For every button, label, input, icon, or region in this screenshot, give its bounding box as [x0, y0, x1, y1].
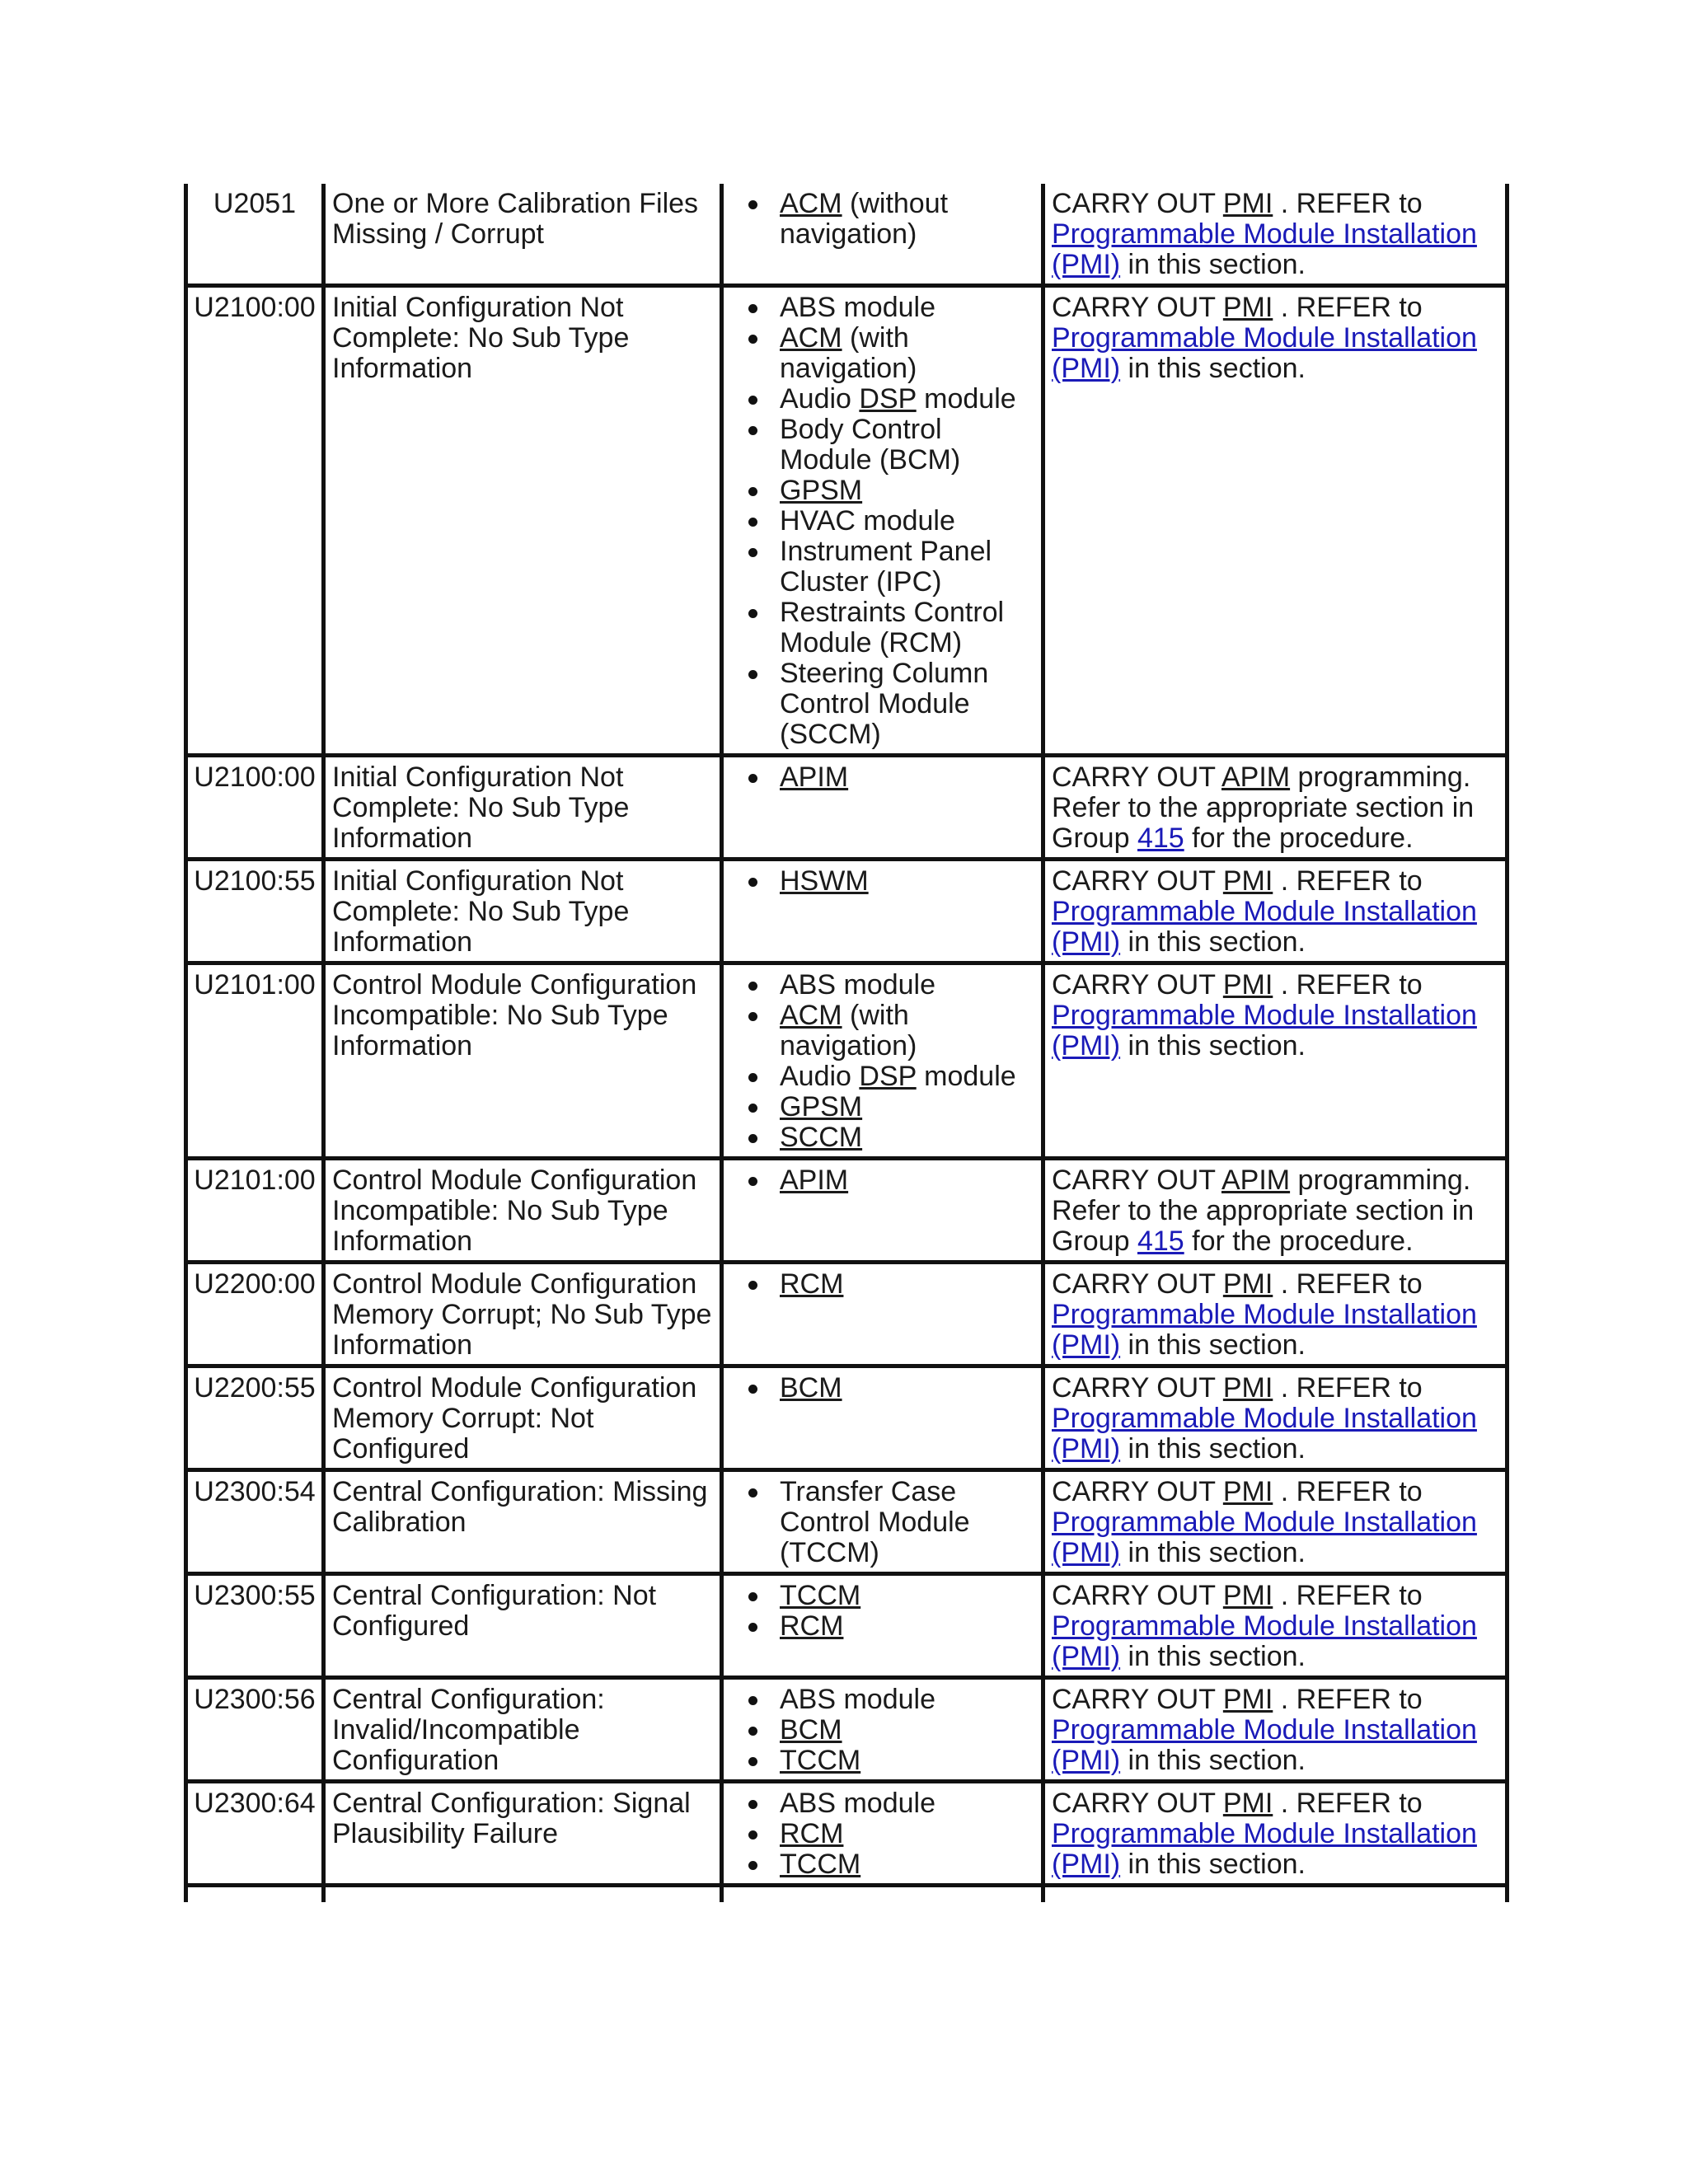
table-row [186, 1159, 1507, 1263]
module-label: HSWM [780, 865, 869, 897]
dtc-code-cell: U2300:56 [186, 1678, 324, 1782]
table-row [186, 756, 1507, 860]
module-label: ABS module [780, 969, 935, 1001]
group-415-link[interactable]: 415 [1137, 823, 1184, 854]
module-list-item [780, 1849, 1034, 1880]
module-list-item [780, 189, 1034, 250]
action-cell [1043, 1782, 1507, 1886]
action-abbr: PMI [1222, 1580, 1273, 1611]
module-suffix: module [916, 383, 1016, 415]
module-label: DSP [859, 1061, 917, 1092]
dtc-code-cell: U2101:00 [186, 963, 324, 1159]
dtc-description-cell: One or More Calibration Files Missing / Corrupt [324, 184, 722, 286]
module-list-item [780, 1269, 1034, 1300]
module-label: HVAC module [780, 505, 955, 537]
module-list-cell [722, 756, 1043, 860]
module-list-cell [722, 860, 1043, 963]
dtc-description-cell: Central Configuration: Signal Plausibility Failure [324, 1782, 722, 1886]
action-suffix: in this section. [1120, 926, 1306, 958]
action-abbr: PMI [1222, 1684, 1273, 1715]
dtc-code-cell: U2300:55 [186, 1574, 324, 1678]
action-suffix: for the procedure. [1184, 823, 1414, 854]
action-abbr: PMI [1222, 188, 1273, 219]
action-abbr: PMI [1222, 969, 1273, 1001]
action-middle: programming. Refer to the appropriate section in Group [1052, 1165, 1475, 1257]
module-list-cell [722, 1574, 1043, 1678]
action-suffix: for the procedure. [1184, 1226, 1414, 1257]
action-prefix: CARRY OUT [1052, 969, 1223, 1001]
action-middle: . REFER to [1273, 188, 1423, 219]
action-cell [1043, 286, 1507, 756]
table-row [186, 1782, 1507, 1886]
module-label: APIM [780, 1165, 849, 1196]
dtc-code-cell: U2300:64 [186, 1782, 324, 1886]
action-abbr: PMI [1222, 1476, 1273, 1507]
action-suffix: in this section. [1120, 1030, 1306, 1062]
table-row [186, 184, 1507, 286]
action-abbr: PMI [1222, 292, 1273, 323]
module-label: BCM [780, 1714, 842, 1746]
module-list [730, 762, 1034, 793]
table-row [186, 1678, 1507, 1782]
dtc-code-cell: U2101:00 [186, 1159, 324, 1263]
module-list-cell [722, 184, 1043, 286]
module-label: DSP [859, 383, 917, 415]
module-list [730, 1373, 1034, 1404]
dtc-code-cell: U2300:54 [186, 1470, 324, 1574]
dtc-description-cell: Initial Configuration Not Complete: No Sub Type Information [324, 756, 722, 860]
module-list [730, 1269, 1034, 1300]
empty-cell [186, 1886, 324, 1903]
module-list-item [780, 1581, 1034, 1611]
table-row [186, 1366, 1507, 1470]
action-abbr: APIM [1221, 762, 1291, 793]
module-list-item [780, 866, 1034, 897]
action-cell [1043, 963, 1507, 1159]
module-label: BCM [780, 1372, 842, 1404]
action-prefix: CARRY OUT [1052, 1788, 1223, 1819]
action-cell [1043, 1470, 1507, 1574]
module-list-item [780, 1122, 1034, 1153]
module-list-item [780, 1819, 1034, 1849]
module-list [730, 189, 1034, 250]
action-prefix: CARRY OUT [1052, 1372, 1223, 1404]
action-cell [1043, 756, 1507, 860]
dtc-description-cell: Central Configuration: Missing Calibration [324, 1470, 722, 1574]
module-list-item [780, 384, 1034, 415]
module-list-item [780, 293, 1034, 323]
action-suffix: in this section. [1120, 1849, 1306, 1880]
action-cell [1043, 184, 1507, 286]
module-list-item [780, 1611, 1034, 1642]
module-label: RCM [780, 1268, 844, 1300]
module-list-item [780, 1373, 1034, 1404]
action-suffix: in this section. [1120, 1641, 1306, 1672]
module-list-item [780, 658, 1034, 750]
action-suffix: in this section. [1120, 353, 1306, 384]
pmi-link[interactable]: Programmable Module Installation (PMI) [1052, 1299, 1477, 1361]
module-list [730, 293, 1034, 750]
table-row-continuation [186, 1886, 1507, 1903]
table-row [186, 1470, 1507, 1574]
action-middle: . REFER to [1273, 1476, 1423, 1507]
module-label: ABS module [780, 292, 935, 323]
dtc-description-cell: Initial Configuration Not Complete: No Sub Type Information [324, 860, 722, 963]
action-middle: . REFER to [1273, 1788, 1423, 1819]
module-list [730, 1788, 1034, 1880]
module-label: Transfer Case Control Module (TCCM) [780, 1476, 970, 1568]
module-list-item [780, 1477, 1034, 1568]
action-abbr: PMI [1222, 865, 1273, 897]
module-list-item [780, 415, 1034, 476]
module-list-cell [722, 963, 1043, 1159]
module-list-item [780, 1685, 1034, 1715]
group-415-link[interactable]: 415 [1137, 1226, 1184, 1257]
module-label: ABS module [780, 1684, 935, 1715]
action-middle: . REFER to [1273, 1684, 1423, 1715]
action-prefix: CARRY OUT [1052, 762, 1221, 793]
module-label: TCCM [780, 1580, 861, 1611]
pmi-link[interactable]: Programmable Module Installation (PMI) [1052, 1714, 1477, 1776]
action-cell [1043, 1678, 1507, 1782]
dtc-code-cell: U2200:55 [186, 1366, 324, 1470]
module-list-cell [722, 1263, 1043, 1366]
module-list-item [780, 762, 1034, 793]
module-list-cell [722, 1470, 1043, 1574]
module-label: TCCM [780, 1745, 861, 1776]
module-label: APIM [780, 762, 849, 793]
table-row [186, 1574, 1507, 1678]
action-middle: . REFER to [1273, 865, 1423, 897]
module-prefix: Audio [780, 383, 860, 415]
action-middle: . REFER to [1273, 1580, 1423, 1611]
action-middle: programming. Refer to the appropriate section in Group [1052, 762, 1475, 854]
module-suffix: (with navigation) [780, 1000, 917, 1062]
module-list [730, 1685, 1034, 1776]
module-label: ACM [780, 188, 842, 219]
action-cell [1043, 1263, 1507, 1366]
dtc-table [184, 184, 1509, 1902]
pmi-link[interactable]: Programmable Module Installation (PMI) [1052, 1403, 1477, 1465]
action-prefix: CARRY OUT [1052, 1268, 1223, 1300]
pmi-link[interactable]: Programmable Module Installation (PMI) [1052, 322, 1477, 384]
module-list-item [780, 1788, 1034, 1819]
module-label: Body Control Module (BCM) [780, 414, 961, 476]
module-label: Restraints Control Module (RCM) [780, 597, 1005, 658]
action-suffix: in this section. [1120, 1537, 1306, 1568]
module-label: RCM [780, 1818, 844, 1849]
module-label: GPSM [780, 1091, 863, 1122]
module-label: ACM [780, 1000, 842, 1031]
dtc-code-cell: U2100:00 [186, 756, 324, 860]
dtc-code-cell: U2100:55 [186, 860, 324, 963]
module-list-cell [722, 1159, 1043, 1263]
module-list-cell [722, 1366, 1043, 1470]
action-suffix: in this section. [1120, 1745, 1306, 1776]
dtc-description-cell: Control Module Configuration Incompatible: No Sub Type Information [324, 963, 722, 1159]
module-list-cell [722, 286, 1043, 756]
empty-cell [324, 1886, 722, 1903]
module-suffix: module [916, 1061, 1016, 1092]
action-prefix: CARRY OUT [1052, 1165, 1221, 1196]
action-middle: . REFER to [1273, 292, 1423, 323]
action-abbr: PMI [1222, 1372, 1273, 1404]
module-list-item [780, 323, 1034, 384]
module-label: ABS module [780, 1788, 935, 1819]
action-middle: . REFER to [1273, 1268, 1423, 1300]
table-row [186, 860, 1507, 963]
module-list-item [780, 1715, 1034, 1746]
module-list-item [780, 1092, 1034, 1122]
module-suffix: (with navigation) [780, 322, 917, 384]
module-label: Steering Column Control Module (SCCM) [780, 658, 989, 750]
action-middle: . REFER to [1273, 1372, 1423, 1404]
module-list [730, 970, 1034, 1153]
action-prefix: CARRY OUT [1052, 1476, 1223, 1507]
action-prefix: CARRY OUT [1052, 188, 1223, 219]
dtc-description-cell: Central Configuration: Not Configured [324, 1574, 722, 1678]
dtc-description-cell: Control Module Configuration Memory Corrupt; No Sub Type Information [324, 1263, 722, 1366]
action-cell [1043, 1574, 1507, 1678]
module-list [730, 1165, 1034, 1196]
module-list-item [780, 1001, 1034, 1062]
action-cell [1043, 1366, 1507, 1470]
module-list-item [780, 598, 1034, 658]
module-list-item [780, 970, 1034, 1001]
action-cell [1043, 1159, 1507, 1263]
action-suffix: in this section. [1120, 1433, 1306, 1465]
action-abbr: PMI [1222, 1788, 1273, 1819]
table-row [186, 963, 1507, 1159]
action-prefix: CARRY OUT [1052, 865, 1223, 897]
action-suffix: in this section. [1120, 1329, 1306, 1361]
dtc-table-body [186, 184, 1507, 1902]
module-list-cell [722, 1678, 1043, 1782]
action-suffix: in this section. [1120, 249, 1306, 280]
action-middle: . REFER to [1273, 969, 1423, 1001]
dtc-code-cell: U2100:00 [186, 286, 324, 756]
action-abbr: PMI [1222, 1268, 1273, 1300]
dtc-description-cell: Initial Configuration Not Complete: No Sub Type Information [324, 286, 722, 756]
pmi-link[interactable]: Programmable Module Installation (PMI) [1052, 1610, 1477, 1672]
module-list [730, 866, 1034, 897]
pmi-link[interactable]: Programmable Module Installation (PMI) [1052, 218, 1477, 280]
action-prefix: CARRY OUT [1052, 1684, 1223, 1715]
action-abbr: APIM [1221, 1165, 1291, 1196]
module-label: Instrument Panel Cluster (IPC) [780, 536, 992, 598]
dtc-description-cell: Central Configuration: Invalid/Incompatible Configuration [324, 1678, 722, 1782]
module-suffix: (without navigation) [780, 188, 949, 250]
pmi-link[interactable]: Programmable Module Installation (PMI) [1052, 896, 1477, 958]
module-list-item [780, 1746, 1034, 1776]
pmi-link[interactable]: Programmable Module Installation (PMI) [1052, 1818, 1477, 1880]
dtc-code-cell: U2051 [186, 184, 324, 286]
empty-cell [722, 1886, 1043, 1903]
module-list-item [780, 506, 1034, 537]
empty-cell [1043, 1886, 1507, 1903]
module-label: TCCM [780, 1849, 861, 1880]
module-list-item [780, 537, 1034, 598]
dtc-description-cell: Control Module Configuration Memory Corrupt: Not Configured [324, 1366, 722, 1470]
module-list-item [780, 1165, 1034, 1196]
module-list-cell [722, 1782, 1043, 1886]
module-label: ACM [780, 322, 842, 354]
action-prefix: CARRY OUT [1052, 292, 1223, 323]
dtc-description-cell: Control Module Configuration Incompatible: No Sub Type Information [324, 1159, 722, 1263]
action-prefix: CARRY OUT [1052, 1580, 1223, 1611]
action-cell [1043, 860, 1507, 963]
module-list [730, 1581, 1034, 1642]
module-list [730, 1477, 1034, 1568]
dtc-code-cell: U2200:00 [186, 1263, 324, 1366]
table-row [186, 1263, 1507, 1366]
module-prefix: Audio [780, 1061, 860, 1092]
table-row [186, 286, 1507, 756]
module-label: RCM [780, 1610, 844, 1642]
module-list-item [780, 476, 1034, 506]
module-list-item [780, 1062, 1034, 1092]
module-label: SCCM [780, 1122, 863, 1153]
pmi-link[interactable]: Programmable Module Installation (PMI) [1052, 1507, 1477, 1568]
module-label: GPSM [780, 475, 863, 506]
pmi-link[interactable]: Programmable Module Installation (PMI) [1052, 1000, 1477, 1062]
